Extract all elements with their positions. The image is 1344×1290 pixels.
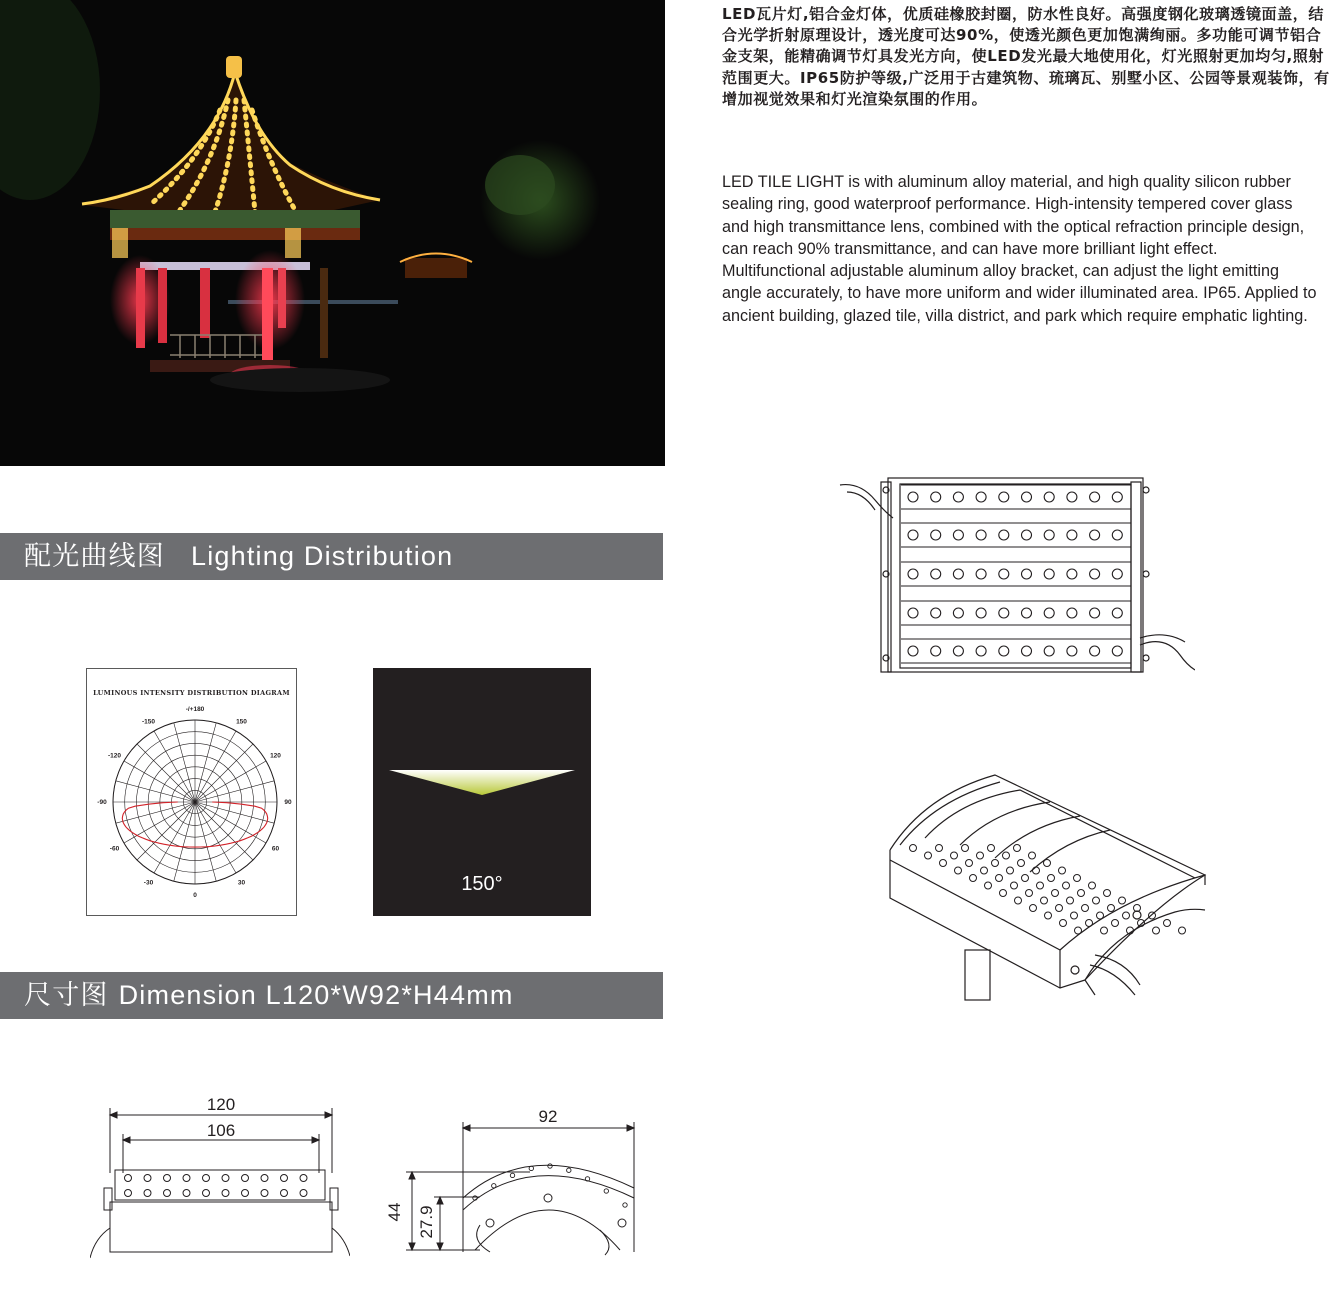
led-dot [988,845,995,852]
led-dot [976,608,986,618]
led-dot [931,492,941,502]
led-dot [1123,912,1130,919]
led-dot [1022,646,1032,656]
dimension-side-svg [380,1100,640,1260]
led-dot [261,1175,268,1182]
dimension-inner-length: 106 [206,1121,236,1140]
led-dot [976,646,986,656]
led-dot [1022,608,1032,618]
description-english: LED TILE LIGHT is with aluminum alloy material, and high quality silicon rubber sealing ring, good waterproof performance. High-intensity tempered cover glass and high transmittance lens, combined with the optical refraction principle design, can reach 90% transmittance, and can have more brilliant light effect. Multifunctional adjustable aluminum alloy bracket, can adjust the light emitting angle accurately, to have more uniform and wider illuminated area. IP65. Applied to ancient building, glazed tile, villa district, and park which require emphatic lighting. [722,173,1317,325]
lighting-header-en: Lighting Distribution [191,541,454,571]
led-dot [985,882,992,889]
polar-angle-label: -150 [141,718,156,726]
led-dot [953,530,963,540]
led-dot [1067,530,1077,540]
led-dot [955,867,962,874]
led-dot [953,492,963,502]
led-dot [999,608,1009,618]
led-dot [1112,608,1122,618]
led-dot [1007,867,1014,874]
led-dot [940,860,947,867]
led-dot [1071,912,1078,919]
led-dot [1026,890,1033,897]
led-dot [931,530,941,540]
led-dot [908,569,918,579]
led-dot [1044,492,1054,502]
polar-angle-label: -30 [143,879,154,887]
led-dot [1074,875,1081,882]
led-dot [1056,905,1063,912]
led-dot [492,1184,496,1188]
led-dot [164,1175,171,1182]
led-dot [300,1175,307,1182]
led-dot [908,492,918,502]
led-dot [1067,897,1074,904]
led-dot [1029,852,1036,859]
front-view-drawing [835,470,1195,680]
led-dot [1090,492,1100,502]
led-dot [936,845,943,852]
led-dot [908,608,918,618]
led-dot [1075,927,1082,934]
led-dot [1044,860,1051,867]
led-dot [183,1175,190,1182]
led-dot [1097,912,1104,919]
led-dot [1014,845,1021,852]
led-dot [1037,882,1044,889]
led-dot [1112,646,1122,656]
polar-angle-label: -/+180 [185,706,205,713]
led-dot [1164,920,1171,927]
led-dot [1112,492,1122,502]
led-dot [1078,890,1085,897]
led-dot [1059,867,1066,874]
dimension-front-drawing [90,1088,350,1268]
led-dot [953,646,963,656]
led-dot [1112,569,1122,579]
dimension-width: 92 [538,1107,558,1126]
led-dot [908,646,918,656]
led-dot [548,1164,552,1168]
led-dot [1041,897,1048,904]
led-dot [1030,905,1037,912]
led-dot [970,875,977,882]
led-dot [999,492,1009,502]
led-dot [281,1190,288,1197]
dimension-header-cn: 尺寸图 [24,980,109,1010]
lighting-header-cn: 配光曲线图 [24,541,165,571]
product-front-view [835,470,1195,680]
pavilion-night-photo [0,0,665,466]
led-dot [931,646,941,656]
dimension-side-drawing [380,1100,640,1260]
led-dot [1179,927,1186,934]
dimension-length: 120 [206,1095,236,1114]
dimension-front-svg [90,1088,350,1268]
led-dot [222,1175,229,1182]
polar-angle-label: -90 [97,799,107,806]
led-dot [1044,569,1054,579]
led-dot [976,492,986,502]
led-dot [1153,927,1160,934]
led-dot [953,569,963,579]
led-dot [931,569,941,579]
polar-angle-label: 30 [237,879,246,887]
led-dot [261,1190,268,1197]
polar-diagram-title: LUMINOUS INTENSITY DISTRIBUTION DIAGRAM [93,689,290,697]
led-dot [992,860,999,867]
led-dot [1003,852,1010,859]
led-dot [300,1190,307,1197]
led-dot [1022,530,1032,540]
beam-angle-panel [373,668,591,916]
beam-angle-label: 150° [461,873,503,895]
led-dot [925,852,932,859]
led-dot [281,1175,288,1182]
led-dot [908,530,918,540]
led-dot [1086,920,1093,927]
led-dot [981,867,988,874]
led-dot [183,1190,190,1197]
led-dot [1018,860,1025,867]
led-dot [623,1203,627,1207]
dimension-header-en: Dimension L120*W92*H44mm [118,980,514,1010]
led-dot [1033,867,1040,874]
dimension-height: 44 [385,1202,404,1222]
led-dot [1067,646,1077,656]
led-dot [604,1189,608,1193]
led-dot [1060,920,1067,927]
led-dot [1022,875,1029,882]
polar-angle-label: 90 [284,799,292,806]
led-dot [1093,897,1100,904]
led-dot [953,608,963,618]
led-dot [951,852,958,859]
led-dot [242,1190,249,1197]
led-dot [996,875,1003,882]
led-dot [1101,927,1108,934]
led-dot [1119,897,1126,904]
polar-chart [87,669,296,915]
led-dot [1112,920,1119,927]
led-dot [976,530,986,540]
led-dot [510,1173,514,1177]
led-dot [1090,569,1100,579]
led-dot [203,1190,210,1197]
led-dot [977,852,984,859]
led-dot [1067,608,1077,618]
led-dot [1048,875,1055,882]
led-dot [125,1190,132,1197]
led-dot [1067,569,1077,579]
led-dot [203,1175,210,1182]
polar-grid [113,720,277,884]
led-dot [1067,492,1077,502]
led-dot [1063,882,1070,889]
luminous-intensity-diagram [86,668,297,916]
led-dot [529,1166,533,1170]
polar-angle-label: 0 [193,892,197,899]
led-dot [966,860,973,867]
polar-angle-label: 60 [271,845,280,853]
lighting-distribution-header [0,533,663,580]
led-dot [1011,882,1018,889]
led-dot [976,569,986,579]
led-dot [1044,530,1054,540]
led-dot [1108,905,1115,912]
product-perspective-view [885,770,1215,1015]
led-dot [1112,530,1122,540]
led-dot [1082,905,1089,912]
dimension-header [0,972,663,1019]
led-dot [962,845,969,852]
led-dot [222,1190,229,1197]
led-dot [931,608,941,618]
led-dot [1090,646,1100,656]
beam-cone [389,770,575,795]
led-dot [144,1190,151,1197]
led-dot [1089,882,1096,889]
led-dot [1052,890,1059,897]
led-dot [1090,608,1100,618]
led-dot [242,1175,249,1182]
polar-angle-label: 150 [236,718,247,726]
led-dot [567,1168,571,1172]
led-dot [999,530,1009,540]
polar-angle-label: -120 [107,752,122,760]
perspective-drawing [885,770,1215,1015]
led-dot [125,1175,132,1182]
led-dot [144,1175,151,1182]
dimension-inner-height: 27.9 [417,1205,436,1239]
led-dot [1000,890,1007,897]
polar-angle-label: -60 [109,845,120,853]
led-dot [1044,646,1054,656]
polar-angle-label: 120 [270,752,281,760]
led-dot [1044,608,1054,618]
led-dot [999,646,1009,656]
led-dot [1022,569,1032,579]
led-dot [1015,897,1022,904]
led-dot [1045,912,1052,919]
led-dot [910,845,917,852]
description-chinese: LED瓦片灯,铝合金灯体，优质硅橡胶封圈，防水性良好。高强度钢化玻璃透镜面盖，结合光学折射原理设计，透光度可达90%，使透光颜色更加饱满绚丽。多功能可调节铝合金支架，能精确调节灯具发光方向，使LED发光最大地使用化，灯光照射更加均匀,照射范围更大。IP65防护等级,广泛用于古建筑物、琉璃瓦、别墅小区、公园等景观装饰，有增加视觉效果和灯光渲染氛围的作用。 [722,5,1330,108]
led-dot [999,569,1009,579]
led-dot [164,1190,171,1197]
led-dot [1022,492,1032,502]
pavilion-illustration [0,0,665,466]
led-dot [1149,912,1156,919]
led-dot [1090,530,1100,540]
led-dot [1104,890,1111,897]
